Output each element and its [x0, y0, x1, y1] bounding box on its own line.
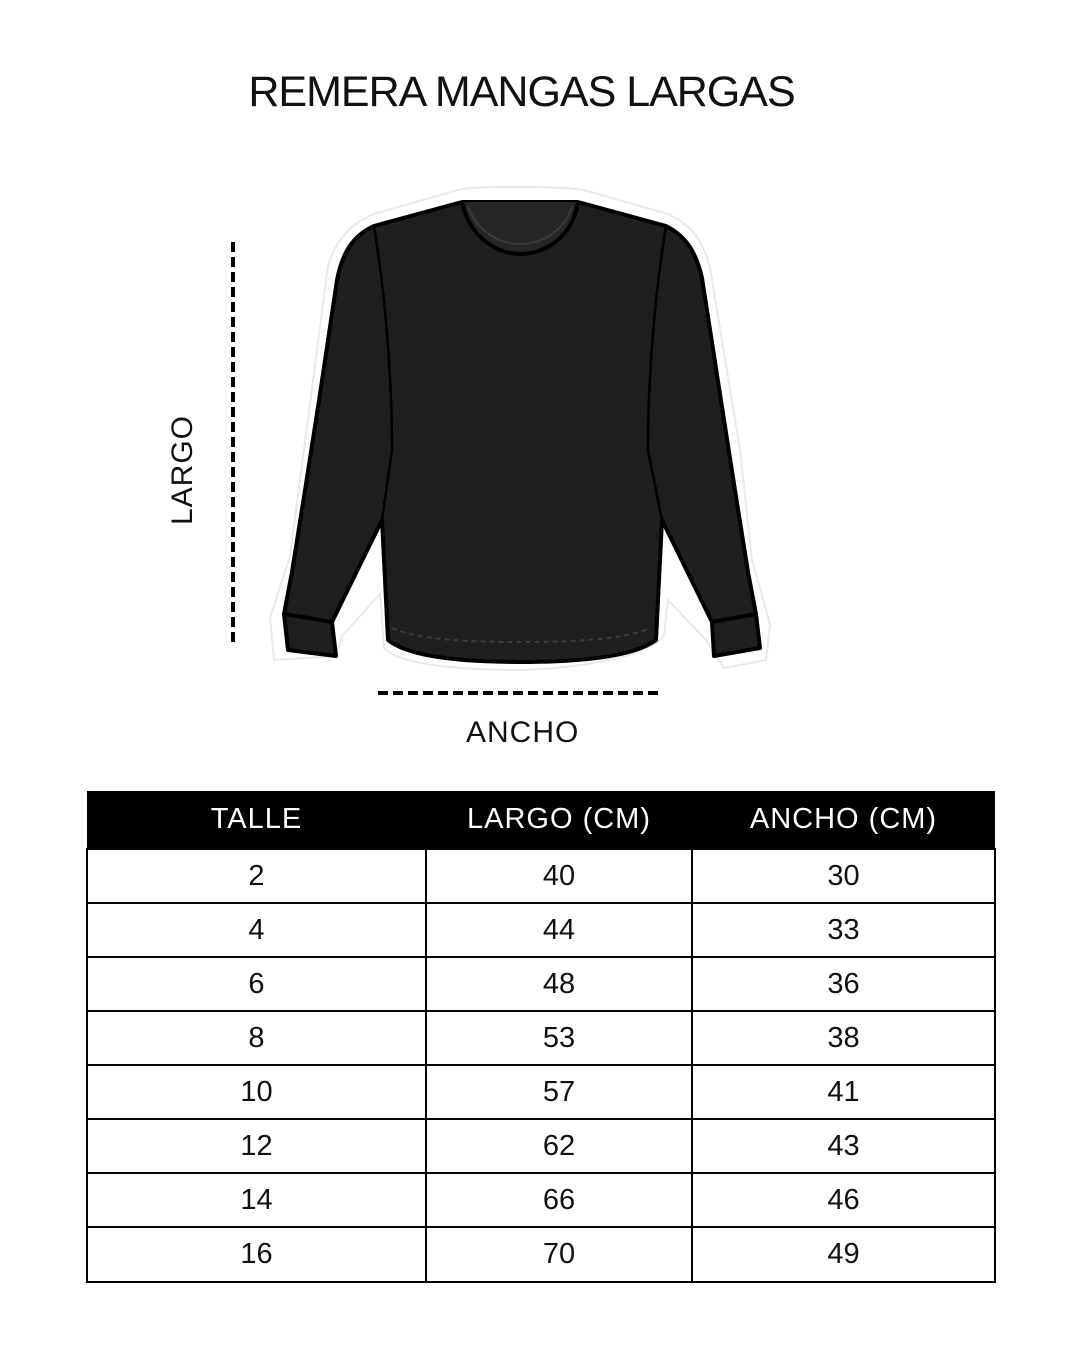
- table-row: [87, 1227, 995, 1282]
- cell-largo: 44: [426, 903, 692, 957]
- cell-largo: 57: [426, 1065, 692, 1119]
- cell-talle: 8: [87, 1011, 426, 1065]
- table-row: [87, 1065, 995, 1119]
- size-table: [86, 791, 996, 1283]
- cell-largo: 62: [426, 1119, 692, 1173]
- ancho-label: ANCHO: [466, 716, 580, 749]
- cell-ancho: 38: [692, 1011, 995, 1065]
- cell-ancho: 46: [692, 1173, 995, 1227]
- cell-talle: 2: [87, 849, 426, 903]
- cell-largo: 53: [426, 1011, 692, 1065]
- table-row: [87, 1173, 995, 1227]
- cell-ancho: 33: [692, 903, 995, 957]
- cell-largo: 66: [426, 1173, 692, 1227]
- table-header-row: [87, 791, 995, 849]
- cell-talle: 4: [87, 903, 426, 957]
- cell-talle: 12: [87, 1119, 426, 1173]
- cell-largo: 40: [426, 849, 692, 903]
- cell-largo: 70: [426, 1227, 692, 1282]
- cell-talle: 10: [87, 1065, 426, 1119]
- header-talle: TALLE: [87, 791, 426, 849]
- table-row: [87, 1119, 995, 1173]
- cell-ancho: 30: [692, 849, 995, 903]
- cell-ancho: 43: [692, 1119, 995, 1173]
- cell-ancho: 36: [692, 957, 995, 1011]
- header-ancho: ANCHO (CM): [692, 791, 995, 849]
- cell-largo: 48: [426, 957, 692, 1011]
- table-row: [87, 903, 995, 957]
- cell-talle: 16: [87, 1227, 426, 1282]
- cell-ancho: 49: [692, 1227, 995, 1282]
- cell-talle: 14: [87, 1173, 426, 1227]
- table-row: [87, 849, 995, 903]
- cell-talle: 6: [87, 957, 426, 1011]
- page-title: REMERA MANGAS LARGAS: [248, 68, 795, 116]
- cell-ancho: 41: [692, 1065, 995, 1119]
- table-row: [87, 957, 995, 1011]
- table-row: [87, 1011, 995, 1065]
- header-largo: LARGO (CM): [426, 791, 692, 849]
- largo-label: LARGO: [166, 414, 199, 526]
